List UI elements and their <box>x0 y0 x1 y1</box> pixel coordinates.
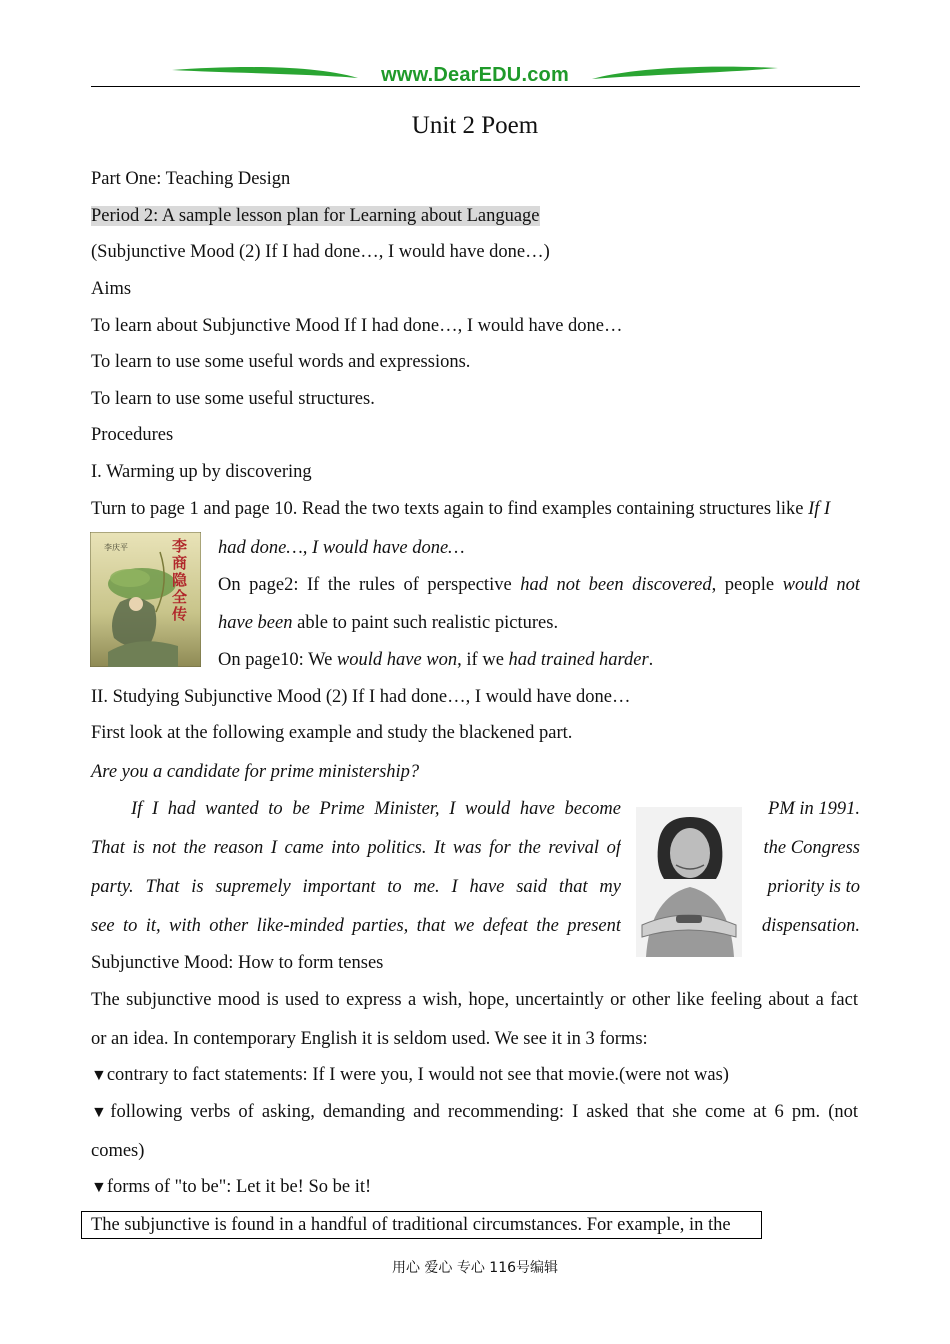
text-span: , people <box>711 575 783 595</box>
paragraph-line-2: or an idea. In contemporary English it is seldom used. We see it in 3 forms: <box>91 1029 648 1049</box>
italic-span: had done…, I would have done… <box>218 538 465 558</box>
logo-text: www.DearEDU.com <box>381 64 569 86</box>
portrait-photo-icon <box>636 807 742 957</box>
portrait-photo <box>636 807 742 957</box>
text-span: Turn to page 1 and page 10. Read the two texts again to find examples containing structures like <box>91 499 809 519</box>
quote-line-1-left: If I had wanted to be Prime Minister, I would have become <box>131 799 621 819</box>
text-span: On page2: If the rules of perspective <box>218 575 521 595</box>
example-page2-line1 <box>218 574 860 596</box>
italic-span: had not been discovered <box>520 575 712 595</box>
text-span: , if we <box>457 650 509 670</box>
example-page2-line2 <box>218 612 558 634</box>
bullet-text: following verbs of asking, demanding and recommending: I asked that she come at 6 pm. (not <box>110 1102 858 1122</box>
step-2-heading: II. Studying Subjunctive Mood (2) If I had done…, I would have done… <box>91 687 631 707</box>
italic-span: would not <box>782 575 860 595</box>
bullet-item-2-continued: comes) <box>91 1141 145 1161</box>
header-logo <box>170 62 780 88</box>
text-span: able to paint such realistic pictures. <box>292 613 559 633</box>
italic-span: have been <box>218 613 293 633</box>
aims-heading: Aims <box>91 279 132 299</box>
book-cover-image <box>90 532 201 667</box>
step-1-heading: I. Warming up by discovering <box>91 462 312 482</box>
period-heading <box>91 205 859 227</box>
quote-line-4-left: see to it, with other like-minded parties, that we defeat the present <box>91 916 621 936</box>
period-heading-text: Period 2: A sample lesson plan for Learning about Language <box>91 206 540 226</box>
page-title: Unit 2 Poem <box>411 112 539 139</box>
aim-1: To learn about Subjunctive Mood If I had done…, I would have done… <box>91 316 623 336</box>
instruction-line: First look at the following example and study the blackened part. <box>91 723 573 743</box>
example-page10 <box>218 649 653 671</box>
example-structure <box>218 537 465 559</box>
bullet-item-1 <box>91 1064 859 1087</box>
boxed-text-line: The subjunctive is found in a handful of traditional circumstances. For example, in the <box>91 1215 731 1235</box>
quote-line-3-left: party. That is supremely important to me. I have said that my <box>91 877 621 897</box>
quote-question: Are you a candidate for prime ministership? <box>91 762 420 782</box>
part-heading: Part One: Teaching Design <box>91 169 291 189</box>
quote-line-1-right: PM in 1991. <box>768 799 860 819</box>
italic-span: If I <box>808 499 831 519</box>
paragraph-line-1: The subjunctive mood is used to express a wish, hope, uncertaintly or other like feeling about a fact <box>91 990 858 1010</box>
italic-span: had trained harder <box>508 650 649 670</box>
italic-span: would have won <box>336 650 458 670</box>
svg-text:李庆平: 李庆平 <box>104 543 128 552</box>
procedures-heading: Procedures <box>91 425 174 445</box>
aim-2: To learn to use some useful words and expressions. <box>91 352 471 372</box>
book-cover-title: 李商隐全传 <box>172 537 188 623</box>
section-heading: Subjunctive Mood: How to form tenses <box>91 953 384 973</box>
text-span: On page10: We <box>218 650 337 670</box>
quote-line-4-right: dispensation. <box>761 916 860 936</box>
triangle-bullet-icon: ▼ <box>91 1179 107 1196</box>
bullet-text: contrary to fact statements: If I were you, I would not see that movie.(were not was) <box>106 1065 729 1085</box>
header-rule <box>91 86 860 87</box>
triangle-bullet-icon: ▼ <box>91 1067 107 1084</box>
page-footer: 用心 爱心 专心 116号编辑 <box>391 1260 559 1276</box>
triangle-bullet-icon: ▼ <box>91 1104 111 1121</box>
quote-line-2-right: the Congress <box>763 838 860 858</box>
bullet-item-3 <box>91 1176 859 1199</box>
bullet-text: forms of "to be": Let it be! So be it! <box>106 1177 372 1197</box>
bullet-item-2 <box>91 1101 858 1123</box>
subtitle-line: (Subjunctive Mood (2) If I had done…, I would have done…) <box>91 242 550 262</box>
quote-line-2-left: That is not the reason I came into politics. It was for the revival of <box>91 838 621 858</box>
text-span: . <box>648 650 654 670</box>
quote-line-3-right: priority is to <box>767 877 860 897</box>
aim-3: To learn to use some useful structures. <box>91 389 375 409</box>
paragraph-line <box>91 498 859 520</box>
